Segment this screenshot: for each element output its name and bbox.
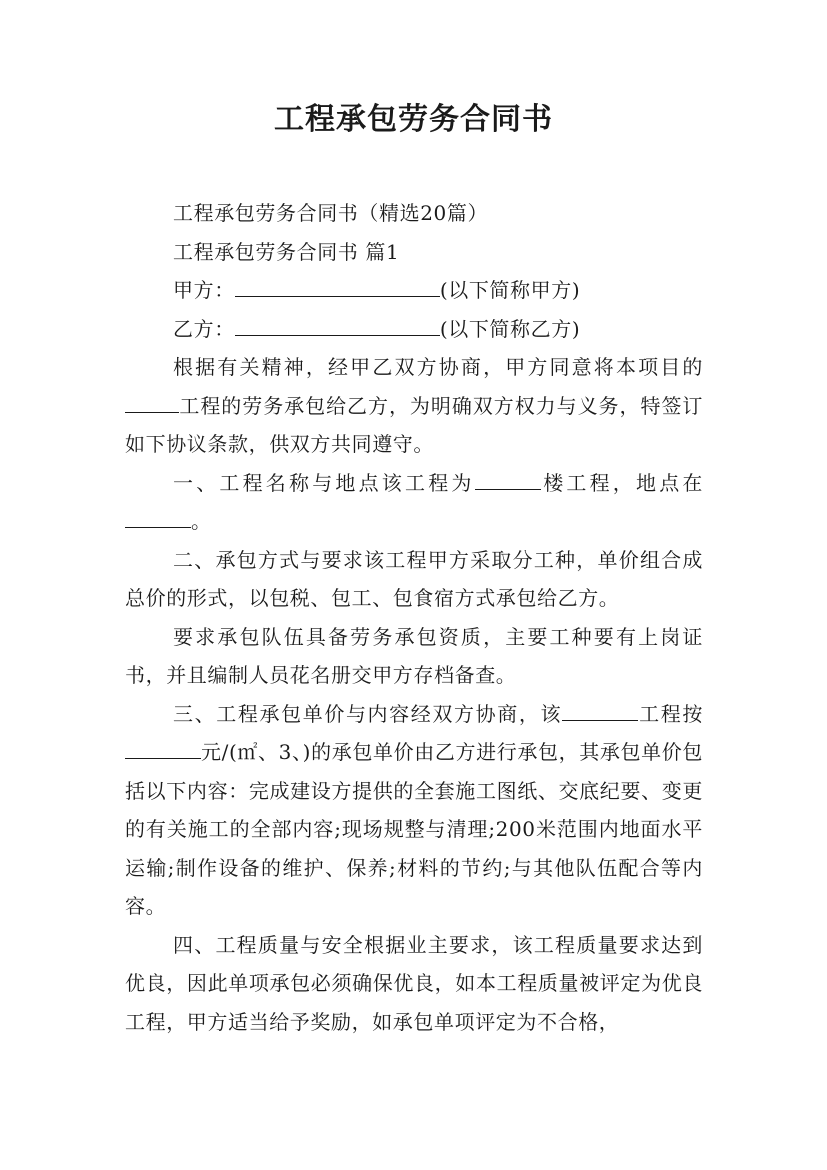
party-b-blank [235, 315, 440, 336]
party-a-suffix: (以下简称甲方) [439, 278, 581, 302]
intro-text-1: 根据有关精神，经甲乙双方协商，甲方同意将本项目的 [173, 355, 703, 379]
party-a-blank [235, 276, 440, 297]
clause-3-text-1: 三、工程承包单价与内容经双方协商，该 [173, 701, 563, 726]
clause-1-text-1: 一、工程名称与地点该工程为 [173, 470, 475, 495]
location-blank [125, 507, 191, 528]
document-body [125, 194, 703, 1041]
clause-1-text-3: 。 [191, 509, 212, 533]
building-blank [475, 469, 541, 490]
clause-4: 四、工程质量与安全根据业主要求，该工程质量要求达到优良，因此单项承包必须确保优良，如本工程质量被评定为优良工程，甲方适当给予奖励，如承包单项评定为不合格， [125, 932, 703, 1034]
clause-3-text-3: 元/(㎡、3、)的承包单价由乙方进行承包，其承包单价包括以下内容：完成建设方提供的全套施工图纸、交底纪要、变更的有关施工的全部内容;现场规整与清理;200米范围内地面水平运输;制作设备的维护、保养;材料的节约;与其他队伍配合等内容。 [125, 740, 703, 918]
intro-paragraph [125, 348, 703, 464]
clause-2: 二、承包方式与要求该工程甲方采取分工种，单价组合成总价的形式，以包税、包工、包食宿方式承包给乙方。 [125, 547, 703, 610]
requirement-paragraph: 要求承包队伍具备劳务承包资质，主要工种要有上岗证书，并且编制人员花名册交甲方存档备查。 [125, 624, 703, 687]
work-blank [562, 700, 638, 721]
party-a-label: 甲方： [173, 278, 235, 302]
party-a-line [125, 271, 703, 310]
party-b-line [125, 310, 703, 349]
section-heading: 工程承包劳务合同书 篇1 [173, 239, 400, 264]
clause-1-text-2: 楼工程，地点在 [540, 470, 703, 495]
party-b-label: 乙方： [173, 316, 235, 341]
party-b-suffix: (以下简称乙方) [439, 316, 581, 341]
intro-text-2: 工程的劳务承包给乙方，为明确双方权力与义务，特签订如下协议条款，供双方共同遵守。 [125, 393, 703, 456]
subtitle: 工程承包劳务合同书（精选20篇） [173, 201, 489, 225]
clause-3-text-2: 工程按 [638, 701, 703, 726]
clause-3 [125, 695, 703, 926]
clause-1 [125, 464, 703, 541]
price-blank [125, 738, 201, 759]
project-name-blank [125, 392, 179, 413]
document-title: 工程承包劳务合同书 [274, 102, 553, 137]
